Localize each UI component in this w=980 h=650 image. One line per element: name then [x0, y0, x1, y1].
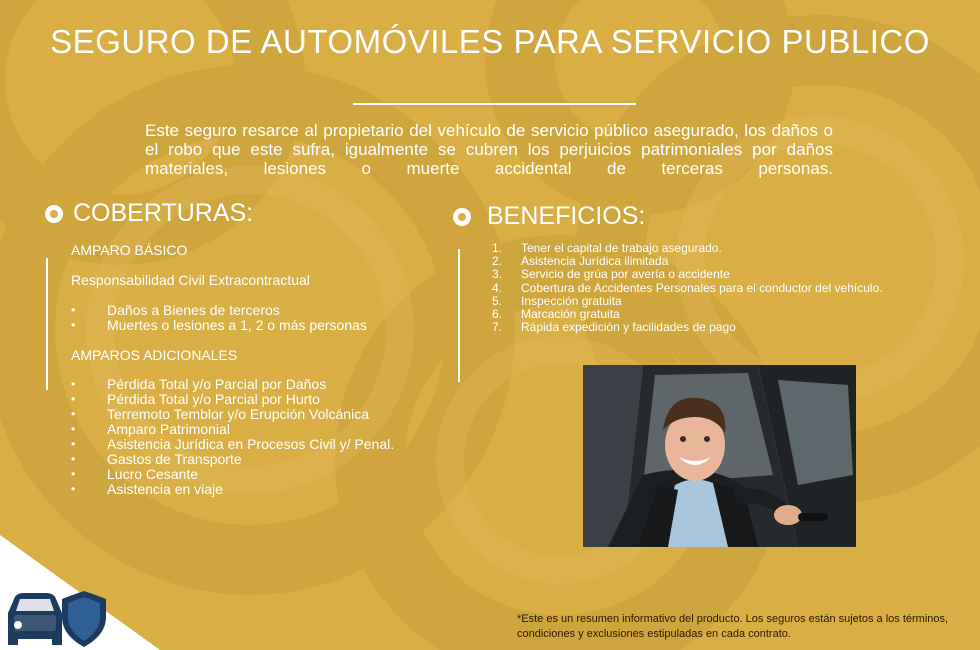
list-item: 3. Servicio de grúa por avería o accidente — [492, 267, 730, 282]
intro-paragraph: Este seguro resarce al propietario del vehículo de servicio público asegurado, los daños o el robo que este sufra, igualmente se cubren los perjuicios patrimoniales por daños materiales, lesiones o muerte accidental de terceras personas. — [145, 121, 833, 178]
disclaimer-text: *Este es un resumen informativo del producto. Los seguros están sujetos a los términos, condiciones y exclusiones estipuladas en cada contrato. — [517, 613, 949, 640]
beneficios-heading — [453, 202, 645, 231]
list-item: • Lucro Cesante — [71, 467, 394, 482]
responsabilidad-label: Responsabilidad Civil Extracontractual — [71, 272, 310, 288]
list-item: • Muertes o lesiones a 1, 2 o más personas — [71, 318, 367, 333]
list-item: • Pérdida Total y/o Parcial por Daños — [71, 377, 394, 392]
list-item: • Pérdida Total y/o Parcial por Hurto — [71, 392, 394, 407]
list-item: • Terremoto Temblor y/o Erupción Volcánica — [71, 407, 394, 422]
amparo-basico-label: AMPARO BÁSICO — [71, 242, 188, 258]
coberturas-heading-label: COBERTURAS: — [73, 199, 254, 227]
amparos-adicionales-label: AMPAROS ADICIONALES — [71, 347, 238, 363]
list-item: • Asistencia Jurídica en Procesos Civil y/ Penal. — [71, 437, 394, 452]
title-divider — [353, 103, 636, 105]
list-item: 6. Marcación gratuita — [492, 307, 620, 322]
list-item: • Asistencia en viaje — [71, 482, 394, 497]
beneficios-heading-label: BENEFICIOS: — [487, 202, 646, 230]
corner-car-shield-badge — [0, 535, 160, 650]
beneficios-vertical-rule — [458, 249, 460, 382]
list-item: 1. Tener el capital de trabajo asegurado. — [492, 241, 722, 255]
list-item: 5. Inspección gratuita — [492, 293, 622, 308]
additional-coverage-list — [71, 377, 394, 497]
basic-coverage-list — [71, 303, 367, 333]
driver-photo — [583, 365, 856, 547]
list-item: • Gastos de Transporte — [71, 452, 394, 467]
coberturas-vertical-rule — [46, 258, 48, 390]
coberturas-heading — [45, 199, 253, 228]
circle-bullet-icon — [45, 205, 63, 223]
list-item: • Amparo Patrimonial — [71, 422, 394, 437]
circle-bullet-icon — [453, 208, 471, 226]
page-title: SEGURO DE AUTOMÓVILES PARA SERVICIO PUBLICO — [50, 23, 930, 60]
beneficios-list — [492, 242, 883, 334]
list-item: 4. Cobertura de Accidentes Personales para el conductor del vehículo. — [492, 280, 883, 295]
list-item: 7. Rápida expedición y facilidades de pago — [492, 320, 736, 335]
list-item: • Daños a Bienes de terceros — [71, 303, 367, 318]
list-item: 2. Asistencia Jurídica ilimitada — [492, 254, 669, 269]
